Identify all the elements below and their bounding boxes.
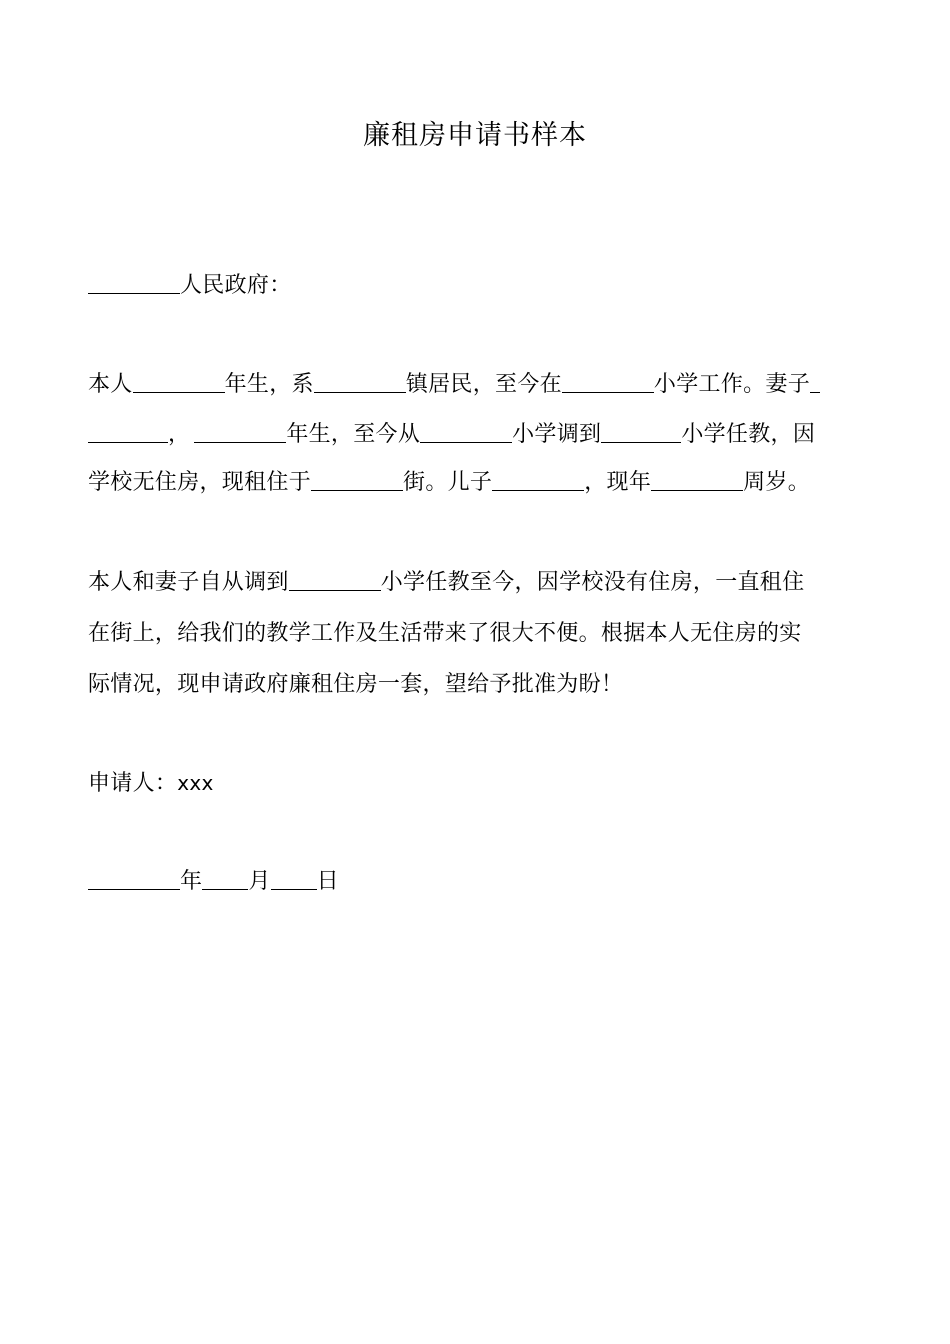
paragraph-1-line-1 bbox=[88, 370, 868, 400]
blank-field bbox=[289, 570, 381, 591]
blank-field bbox=[202, 869, 248, 890]
paragraph-2-line-1 bbox=[88, 568, 868, 598]
blank-field bbox=[271, 869, 317, 890]
date-day-label: 日 bbox=[316, 869, 339, 894]
text-segment: ， bbox=[168, 422, 191, 447]
date-year-label: 年 bbox=[180, 869, 203, 894]
applicant-line bbox=[88, 768, 868, 799]
blank-field bbox=[492, 470, 584, 491]
text-segment: ，现年 bbox=[584, 470, 652, 495]
document-title: 廉租房申请书样本 bbox=[363, 120, 587, 151]
text-segment: 小学调到 bbox=[512, 422, 602, 447]
paragraph-2-line-3: 际情况，现申请政府廉租住房一套，望给予批准为盼！ bbox=[88, 672, 624, 697]
blank-field bbox=[88, 273, 180, 294]
text-segment: 本人和妻子自从调到 bbox=[88, 570, 289, 595]
text-segment: 周岁。 bbox=[743, 470, 811, 495]
blank-field bbox=[311, 470, 403, 491]
text-segment: 小学工作。妻子 bbox=[653, 372, 811, 397]
blank-field bbox=[88, 869, 180, 890]
text-segment: 小学任教至今，因学校没有住房，一直租住 bbox=[380, 570, 805, 595]
date-month-label: 月 bbox=[248, 869, 271, 894]
salutation-line bbox=[88, 271, 868, 301]
text-segment: 年生，至今从 bbox=[286, 422, 421, 447]
applicant-name: xxx bbox=[177, 771, 214, 795]
paragraph-1-line-2 bbox=[88, 420, 868, 450]
salutation-text: 人民政府： bbox=[180, 273, 292, 298]
blank-field bbox=[601, 422, 681, 443]
date-line bbox=[88, 867, 868, 897]
text-segment: 学校无住房，现租住于 bbox=[88, 470, 312, 495]
applicant-label: 申请人： bbox=[88, 771, 178, 796]
blank-field bbox=[420, 422, 512, 443]
text-segment: 年生，系 bbox=[224, 372, 314, 397]
paragraph-1-line-3 bbox=[88, 468, 868, 498]
blank-field bbox=[194, 422, 286, 443]
blank-field bbox=[314, 372, 406, 393]
blank-field bbox=[810, 372, 820, 393]
text-segment: 本人 bbox=[88, 372, 133, 397]
blank-field bbox=[88, 422, 168, 443]
blank-field bbox=[562, 372, 654, 393]
blank-field bbox=[133, 372, 225, 393]
paragraph-2-line-2: 在街上，给我们的教学工作及生活带来了很大不便。根据本人无住房的实 bbox=[88, 621, 802, 646]
blank-field bbox=[651, 470, 743, 491]
text-segment: 街。儿子 bbox=[403, 470, 493, 495]
text-segment: 小学任教，因 bbox=[681, 422, 816, 447]
text-segment: 镇居民，至今在 bbox=[405, 372, 562, 397]
